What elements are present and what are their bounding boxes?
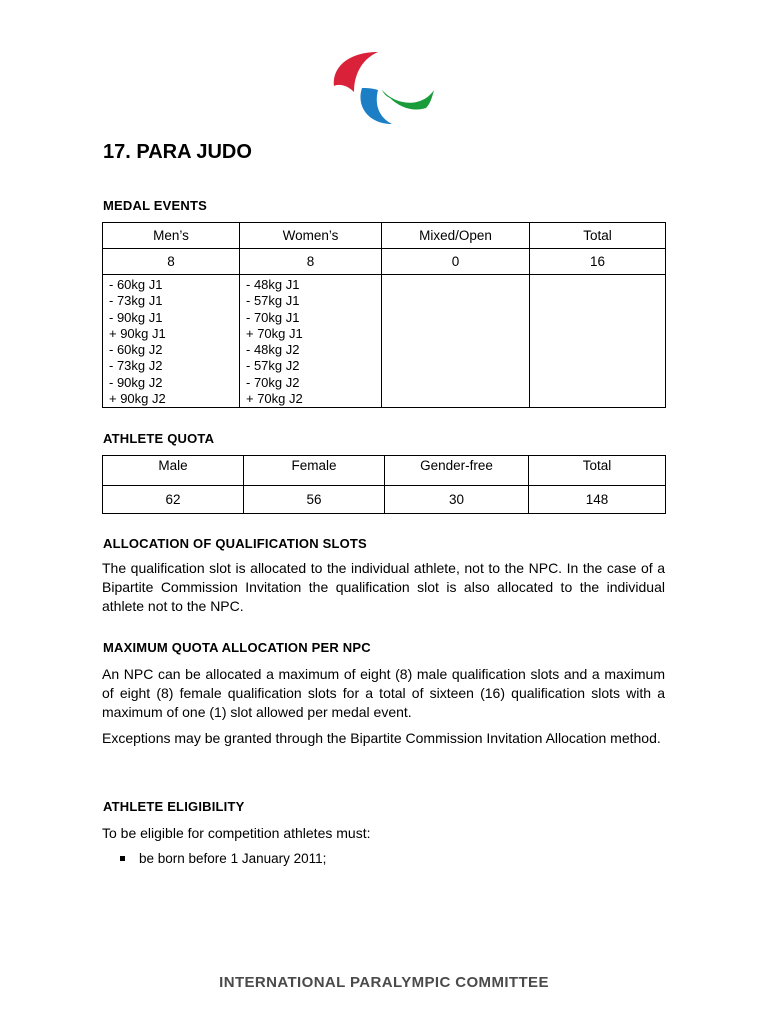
exceptions-paragraph: Exceptions may be granted through the Bipartite Commission Invitation Allocation method. bbox=[102, 730, 661, 746]
allocation-heading: ALLOCATION OF QUALIFICATION SLOTS bbox=[103, 536, 367, 551]
total-events-empty bbox=[530, 275, 666, 408]
list-item: + 90kg J1 bbox=[109, 325, 166, 341]
mixed-events-empty bbox=[382, 275, 530, 408]
count-womens: 8 bbox=[240, 249, 382, 275]
allocation-paragraph: The qualification slot is allocated to the individual athlete, not to the NPC. In the case of a Bipartite Commission Invitation the qualification slot is also allocated to the individual athlete not to the NPC. bbox=[102, 560, 665, 614]
value-total: 148 bbox=[529, 486, 666, 514]
mens-events-list bbox=[103, 275, 240, 408]
header-gender-free: Gender-free bbox=[385, 456, 529, 486]
table-row-events bbox=[103, 275, 666, 408]
page-footer bbox=[0, 974, 768, 991]
agito-blue bbox=[360, 88, 392, 124]
table-header-row bbox=[103, 223, 666, 249]
header-total: Total bbox=[530, 223, 666, 249]
athlete-quota-heading: ATHLETE QUOTA bbox=[103, 431, 215, 446]
table-row-counts bbox=[103, 249, 666, 275]
agito-red bbox=[334, 52, 378, 92]
medal-events-table bbox=[102, 222, 666, 408]
value-female: 56 bbox=[244, 486, 385, 514]
medal-events-heading: MEDAL EVENTS bbox=[103, 198, 208, 213]
eligibility-heading: ATHLETE ELIGIBILITY bbox=[103, 799, 245, 814]
list-item: + 70kg J1 bbox=[246, 325, 303, 341]
count-total: 16 bbox=[530, 249, 666, 275]
max-quota-heading: MAXIMUM QUOTA ALLOCATION PER NPC bbox=[103, 640, 371, 655]
header-mixed-open: Mixed/Open bbox=[382, 223, 530, 249]
header-mens: Men’s bbox=[103, 223, 240, 249]
list-item: - 73kg J1 bbox=[109, 293, 163, 309]
athlete-quota-table bbox=[102, 455, 666, 514]
list-item: - 70kg J1 bbox=[246, 309, 300, 325]
bullet-icon bbox=[120, 856, 125, 861]
list-item: + 70kg J2 bbox=[246, 391, 303, 407]
list-item: - 90kg J1 bbox=[109, 309, 163, 325]
list-item: - 57kg J1 bbox=[246, 293, 300, 309]
agito-green bbox=[382, 90, 434, 110]
list-item: + 90kg J2 bbox=[109, 391, 166, 407]
list-item: - 48kg J1 bbox=[246, 277, 300, 292]
list-item: - 90kg J2 bbox=[109, 374, 163, 390]
list-item: - 73kg J2 bbox=[109, 358, 163, 374]
list-item: - 48kg J2 bbox=[246, 342, 300, 358]
list-item: - 57kg J2 bbox=[246, 358, 300, 374]
bullet-text: be born before 1 January 2011; bbox=[139, 851, 327, 866]
list-item: - 60kg J2 bbox=[109, 342, 163, 358]
value-gender-free: 30 bbox=[385, 486, 529, 514]
footer-text: INTERNATIONAL PARALYMPIC COMMITTEE bbox=[219, 974, 549, 991]
count-mixed-open: 0 bbox=[382, 249, 530, 275]
count-mens: 8 bbox=[103, 249, 240, 275]
header-total: Total bbox=[529, 456, 666, 486]
womens-events-list bbox=[240, 275, 382, 408]
table-header-row bbox=[103, 456, 666, 486]
page-title: 17. PARA JUDO bbox=[103, 141, 252, 163]
list-item bbox=[122, 851, 326, 866]
table-row-values bbox=[103, 486, 666, 514]
header-male: Male bbox=[103, 456, 244, 486]
value-male: 62 bbox=[103, 486, 244, 514]
list-item: - 60kg J1 bbox=[109, 277, 163, 292]
header-womens: Women’s bbox=[240, 223, 382, 249]
eligibility-intro: To be eligible for competition athletes must: bbox=[102, 825, 371, 841]
header-female: Female bbox=[244, 456, 385, 486]
paralympic-agitos-logo bbox=[330, 48, 436, 126]
list-item: - 70kg J2 bbox=[246, 374, 300, 390]
max-quota-paragraph: An NPC can be allocated a maximum of eight (8) male qualification slots and a maximum of eight (8) female qualification slots for a total of sixteen (16) qualification slots with a maximum of one (1) slot allowed per medal event. bbox=[102, 666, 665, 720]
